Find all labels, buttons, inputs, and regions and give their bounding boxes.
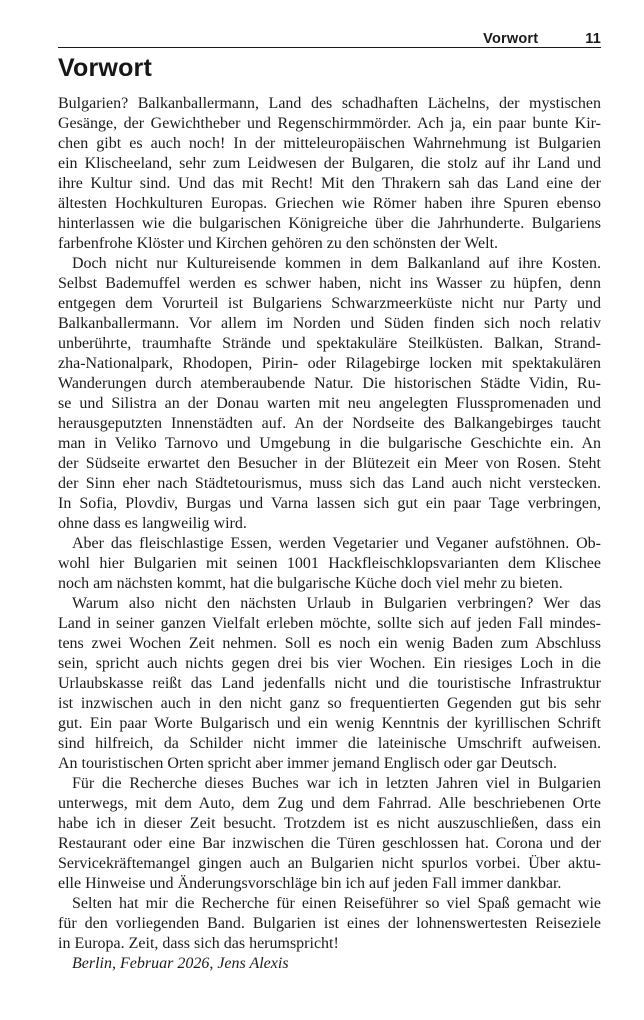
text-line: Urlaubskasse reißt das Land jedenfalls nicht und die touristische Infrastruktur <box>58 675 601 692</box>
paragraph <box>58 894 601 954</box>
text-line: entgegen dem Vorurteil ist Bulgariens Schwarzmeerküste nicht nur Party und <box>58 295 601 312</box>
text-line: noch am nächsten kommt, hat die bulgarische Küche doch viel mehr zu bieten. <box>58 575 563 592</box>
text-line: in Europa. Zeit, dass sich das herumspricht! <box>58 935 339 952</box>
text-line: der Sinn eher nach Städtetourismus, muss sich das Land auch nicht verstecken. <box>58 475 601 492</box>
paragraph <box>58 954 601 974</box>
text-line: wohl hier Bulgarien mit seinen 1001 Hackfleischklopsvarianten dem Klischee <box>58 555 601 572</box>
text-line: Land in seiner ganzen Vielfalt erleben möchte, sollte sich auf jeden Fall mindes- <box>58 615 601 632</box>
text-line: sein, spricht auch nichts gegen drei bis vier Wochen. Ein riesiges Loch in die <box>58 655 601 672</box>
paragraph <box>58 774 601 894</box>
text-line: ältesten Hochkulturen Europas. Griechen wie Römer haben ihre Spuren ebenso <box>58 195 601 212</box>
paragraph <box>58 594 601 774</box>
text-line: chen gibt es auch noch! In der mitteleuropäischen Wahrnehmung ist Bulgarien <box>58 135 601 152</box>
text-line: sind hilfreich, da Schilder nicht immer die lateinische Umschrift aufweisen. <box>58 735 601 752</box>
paragraph <box>58 534 601 594</box>
text-line: Doch nicht nur Kultureisende kommen in dem Balkanland auf ihre Kosten. <box>72 255 601 272</box>
text-line: man in Veliko Tarnovo und Umgebung in die bulgarische Geschichte ein. An <box>58 435 601 452</box>
text-line: hinterlassen wie die bulgarischen Königreiche über die Jahrhunderte. Bulgariens <box>58 215 601 232</box>
text-line: der Südseite erwartet den Besucher in der Blütezeit ein Meer von Rosen. Steht <box>58 455 601 472</box>
header-rule <box>58 47 601 48</box>
text-line: Gesänge, der Gewichtheber und Regenschirmmörder. Ach ja, ein paar bunte Kir- <box>58 115 601 132</box>
text-line: unterwegs, mit dem Auto, dem Zug und dem Fahrrad. Alle beschriebenen Orte <box>58 795 601 812</box>
running-head-section: Vorwort <box>483 31 539 47</box>
text-line: farbenfrohe Klöster und Kirchen gehören zu den schönsten der Welt. <box>58 235 499 252</box>
text-line: habe ich in dieser Zeit besucht. Trotzdem ist es nicht auszuschließen, dass ein <box>58 815 601 832</box>
text-line: gut. Ein paar Worte Bulgarisch und ein wenig Kenntnis der kyrillischen Schrift <box>58 715 601 732</box>
text-line: ein Klischeeland, sehr zum Leidwesen der Bulgaren, die stolz auf ihr Land und <box>58 155 601 172</box>
text-line: Berlin, Februar 2026, Jens Alexis <box>72 955 289 972</box>
text-line: In Sofia, Plovdiv, Burgas und Varna lassen sich gut ein paar Tage verbringen, <box>58 495 601 512</box>
text-line: elle Hinweise und Änderungsvorschläge bin ich auf jeden Fall immer dankbar. <box>58 875 562 892</box>
running-head <box>58 31 601 47</box>
paragraph <box>58 94 601 254</box>
text-line: Wanderungen durch atemberaubende Natur. Die historischen Städte Vidin, Ru- <box>58 375 601 392</box>
text-line: tens zwei Wochen Zeit nehmen. Soll es noch ein wenig Baden zum Abschluss <box>58 635 601 652</box>
paragraph <box>58 254 601 534</box>
text-line: Selten hat mir die Recherche für einen Reiseführer so viel Spaß gemacht wie <box>72 895 601 912</box>
text-line: zha-Nationalpark, Rhodopen, Pirin- oder Rilagebirge locken mit spektakulären <box>58 355 601 372</box>
text-line: ohne dass es langweilig wird. <box>58 515 247 532</box>
text-line: ist inzwischen auch in den nicht ganz so frequentierten Gegenden gut bis sehr <box>58 695 601 712</box>
page-number: 11 <box>585 31 601 47</box>
text-line: herausgeputzten Innenstädten auf. An der Nordseite des Balkangebirges taucht <box>58 415 601 432</box>
text-line: Selbst Bademuffel werden es schwer haben, nicht ins Wasser zu hüpfen, denn <box>58 275 601 292</box>
text-line: An touristischen Orten spricht aber immer jemand Englisch oder gar Deutsch. <box>58 755 557 772</box>
body-text <box>58 94 601 974</box>
text-line: se und Silistra an der Donau warten mit neu angelegten Flusspromenaden und <box>58 395 601 412</box>
text-line: Bulgarien? Balkanballermann, Land des schadhaften Lächelns, der mystischen <box>58 95 601 112</box>
text-line: für den vorliegenden Band. Bulgarien ist eines der lohnenswertesten Reiseziele <box>58 915 601 932</box>
text-line: ihre Kultur sind. Und das mit Recht! Mit den Thrakern sah das Land eine der <box>58 175 601 192</box>
page-title: Vorwort <box>58 54 152 82</box>
text-line: Warum also nicht den nächsten Urlaub in Bulgarien verbringen? Wer das <box>72 595 601 612</box>
text-line: Restaurant oder eine Bar inzwischen die Türen geschlossen hat. Corona und der <box>58 835 601 852</box>
text-line: Servicekräftemangel gingen auch an Bulgarien nicht spurlos vorbei. Über aktu- <box>58 855 601 872</box>
text-line: unberührte, traumhafte Strände und spektakuläre Steilküsten. Balkan, Strand- <box>58 335 601 352</box>
text-line: Für die Recherche dieses Buches war ich in letzten Jahren viel in Bulgarien <box>72 775 601 792</box>
text-line: Aber das fleischlastige Essen, werden Vegetarier und Veganer aufstöhnen. Ob- <box>72 535 601 552</box>
text-line: Balkanballermann. Vor allem im Norden und Süden finden sich noch relativ <box>58 315 601 332</box>
